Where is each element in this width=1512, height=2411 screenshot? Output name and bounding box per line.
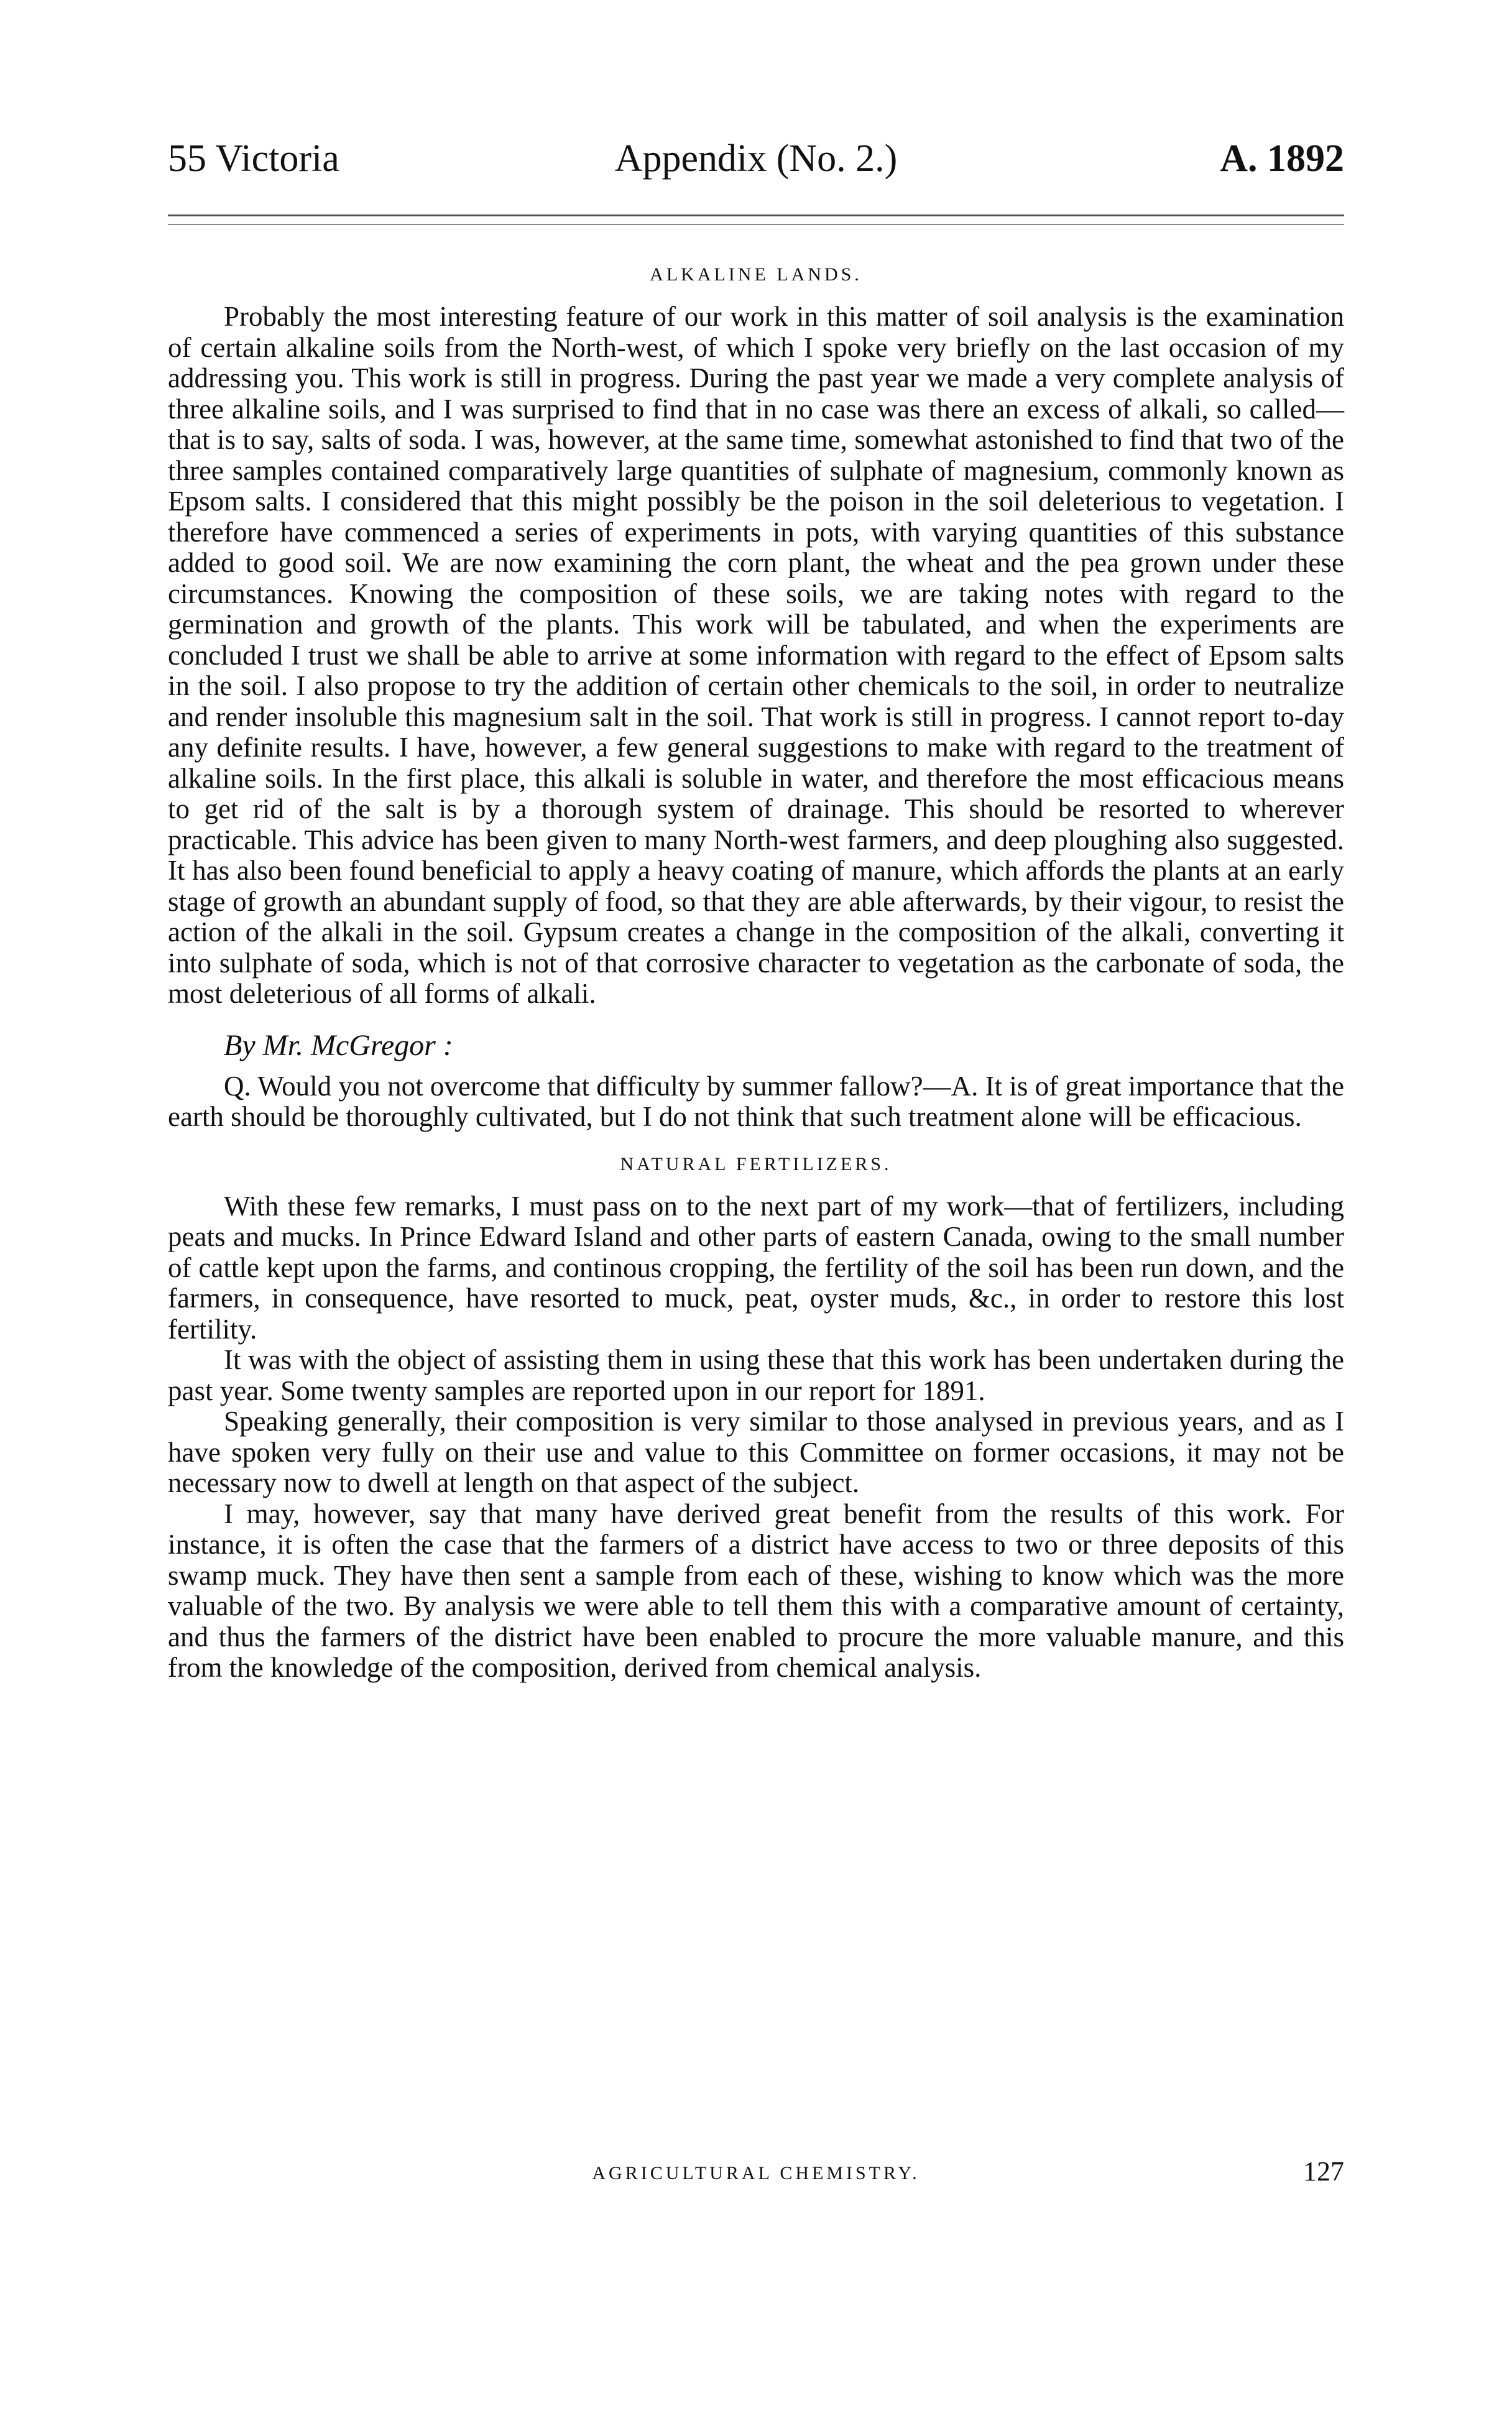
paragraph-alkaline-lands: Probably the most interesting feature of our work in this matter of soil analysis is the examination of certain alkaline soils from the North-west, of which I spoke very briefly on the last occasion of my addressing you. This work is still in progress. During the past year we made a very complete analysis of three alkaline soils, and I was surprised to find that in no case was there an excess of alkali, so called—that is to say, salts of soda. I was, however, at the same time, somewhat astonished to find that two of the three samples contained comparatively large quantities of sulphate of magnesium, commonly known as Epsom salts. I considered that this might possibly be the poison in the soil deleterious to vegetation. I therefore have commenced a series of experiments in pots, with varying quantities of this substance added to good soil. We are now examining the corn plant, the wheat and the pea grown under these circumstances. Knowing the composition of these soils, we are taking notes with regard to the germination and growth of the plants. This work will be tabulated, and when the experiments are concluded I trust we shall be able to arrive at some information with regard to the effect of Epsom salts in the soil. I also propose to try the addition of certain other chemicals to the soil, in order to neutralize and render insoluble this magnesium salt in the soil. That work is still in progress. I cannot report to-day any definite results. I have, however, a few general suggestions to make with regard to the treatment of alkaline soils. In the first place, this alkali is soluble in water, and therefore the most efficacious means to get rid of the salt is by a thorough system of drainage. This should be resorted to wherever practicable. This advice has been given to many North-west farmers, and deep ploughing also suggested. It has also been found beneficial to apply a heavy coating of manure, which affords the plants at an early stage of growth an abundant supply of food, so that they are able afterwards, by their vigour, to resist the action of the alkali in the soil. Gypsum creates a change in the composition of the alkali, converting it into sulphate of soda, which is not of that corrosive character to vegetation as the carbonate of soda, the most deleterious of all forms of alkali. (168, 301, 1344, 1009)
question-answer: Q. Would you not overcome that difficulty by summer fallow?—A. It is of great importance that the earth should be thoroughly cultivated, but I do not think that such treatment alone will be efficacious. (168, 1070, 1344, 1132)
session-label: 55 Victoria (168, 137, 339, 180)
main-content (168, 264, 1344, 1684)
paragraph-fertilizers-1: With these few remarks, I must pass on to the next part of my work—that of fertilizers, including peats and mucks. In Prince Edward Island and other parts of eastern Canada, owing to the small number of cattle kept upon the farms, and continous cropping, the fertility of the soil has been run down, and the farmers, in consequence, have resorted to muck, peat, oyster muds, &c., in order to restore this lost fertility. (168, 1190, 1344, 1345)
speaker-byline: By Mr. McGregor : (224, 1028, 453, 1062)
header-rule (168, 214, 1344, 216)
paragraph-fertilizers-3: Speaking generally, their composition is very similar to those analysed in previous years, and as I have spoken very fully on their use and value to this Committee on former occasions, it may not be necessary now to dwell at length on that aspect of the subject. (168, 1406, 1344, 1498)
running-footer-title: AGRICULTURAL CHEMISTRY. (592, 2163, 920, 2183)
paragraph-fertilizers-4: I may, however, say that many have derived great benefit from the results of this work. For instance, it is often the case that the farmers of a district have access to two or three deposits of this swamp muck. They have then sent a sample from each of these, wishing to know which was the more valuable of the two. By analysis we were able to tell them this with a comparative amount of certainty, and thus the farmers of the district have been enabled to procure the more valuable manure, and this from the knowledge of the composition, derived from chemical analysis. (168, 1498, 1344, 1683)
year-label: A. 1892 (1220, 137, 1344, 180)
page-header (168, 137, 1344, 205)
page-number: 127 (1303, 2156, 1344, 2187)
paragraph-fertilizers-2: It was with the object of assisting them in using these that this work has been undertaken during the past year. Some twenty samples are reported upon in our report for 1891. (168, 1344, 1344, 1406)
header-rule-secondary (168, 224, 1344, 225)
appendix-label: Appendix (No. 2.) (614, 137, 898, 180)
section-heading-alkaline-lands: ALKALINE LANDS. (650, 264, 862, 285)
section-heading-natural-fertilizers: NATURAL FERTILIZERS. (620, 1153, 892, 1174)
page-footer (168, 2155, 1344, 2193)
